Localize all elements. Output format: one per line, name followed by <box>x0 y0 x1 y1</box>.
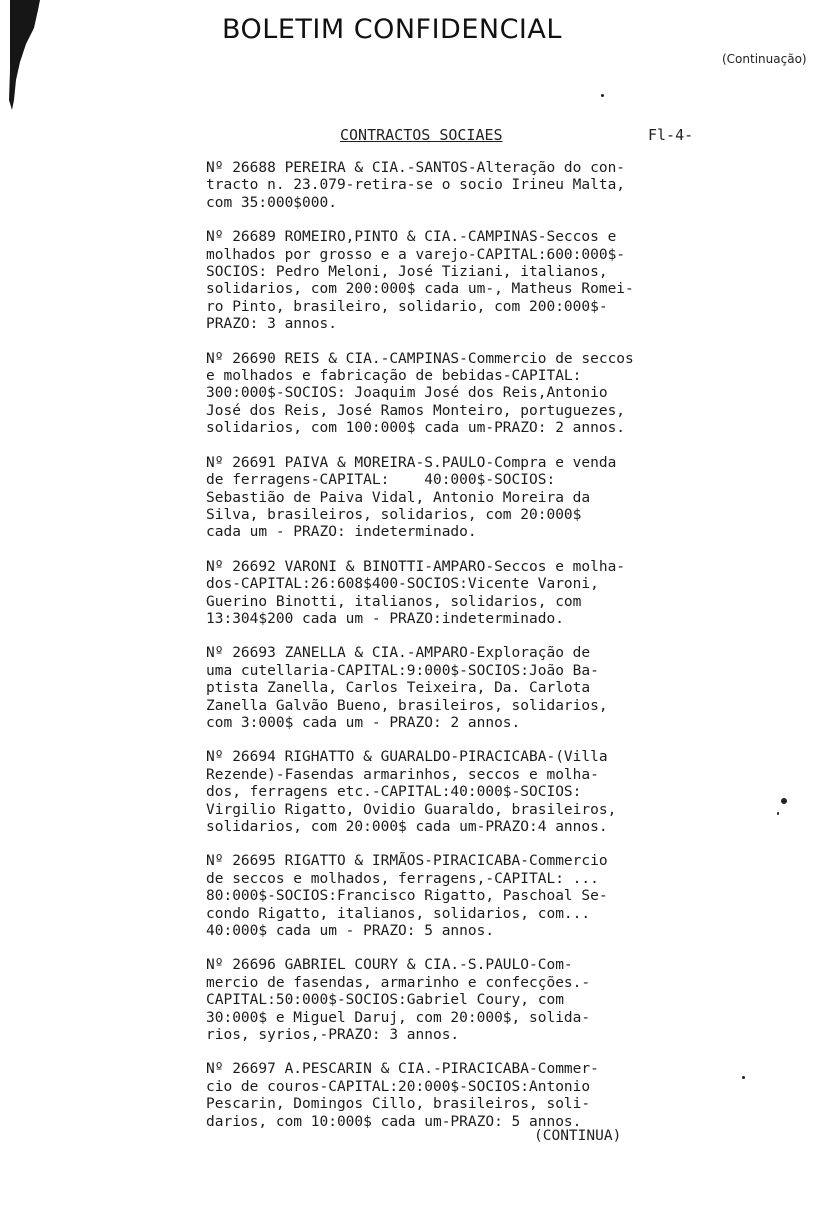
entry-line: 300:000$-SOCIOS: Joaquim José dos Reis,Antonio <box>206 385 608 402</box>
entry-line: Silva, brasileiros, solidarios, com 20:000$ <box>206 506 582 523</box>
entry-line: Guerino Binotti, italianos, solidarios, com <box>206 593 582 610</box>
section-title: CONTRACTOS SOCIAES <box>340 126 503 144</box>
ink-speck <box>601 94 604 97</box>
entry-line: Nº 26688 PEREIRA & CIA.-SANTOS-Alteração do con- <box>206 160 626 176</box>
contract-entries-list <box>206 160 706 1148</box>
entry-line: ptista Zanella, Carlos Teixeira, Da. Carlota <box>206 680 591 697</box>
ink-mark-decoration <box>6 0 46 112</box>
entry-line: PRAZO: 3 annos. <box>206 316 337 333</box>
entry-line: uma cutellaria-CAPITAL:9:000$-SOCIOS:João Ba- <box>206 662 599 679</box>
contract-entry <box>206 559 706 629</box>
entry-line: com 35:000$000. <box>206 194 337 211</box>
entry-line: Nº 26692 VARONI & BINOTTI-AMPARO-Seccos e molha- <box>206 558 626 575</box>
entry-line: dos-CAPITAL:26:608$400-SOCIOS:Vicente Varoni, <box>206 576 599 593</box>
entry-line: 13:304$200 cada um - PRAZO:indeterminado. <box>206 610 564 627</box>
entry-line: molhados por grosso e a varejo-CAPITAL:600:000$- <box>206 246 626 263</box>
entry-line: Sebastião de Paiva Vidal, Antonio Moreira da <box>206 489 591 506</box>
entry-line: Pescarin, Domingos Cillo, brasileiros, soli- <box>206 1096 591 1113</box>
entry-line: Nº 26690 REIS & CIA.-CAMPINAS-Commercio de seccos <box>206 350 634 367</box>
entry-line: Virgilio Rigatto, Ovidio Guaraldo, brasileiros, <box>206 801 617 818</box>
page-folio: Fl-4- <box>648 126 694 144</box>
entry-line: e molhados e fabricação de bebidas-CAPITAL: <box>206 368 582 385</box>
ink-speck <box>742 1076 745 1079</box>
entry-line: 80:000$-SOCIOS:Francisco Rigatto, Paschoal Se- <box>206 888 608 905</box>
entry-line: dos, ferragens etc.-CAPITAL:40:000$-SOCIOS: <box>206 784 582 801</box>
entry-line: Nº 26691 PAIVA & MOREIRA-S.PAULO-Compra e venda <box>206 454 617 471</box>
entry-line: Zanella Galvão Bueno, brasileiros, solidarios, <box>206 697 608 714</box>
entry-line: ro Pinto, brasileiro, solidario, com 200:000$- <box>206 298 608 315</box>
continua-note: (CONTINUA) <box>534 1128 622 1144</box>
contract-entry <box>206 957 706 1044</box>
entry-line: com 3:000$ cada um - PRAZO: 2 annos. <box>206 714 521 731</box>
entry-line: cio de couros-CAPITAL:20:000$-SOCIOS:Antonio <box>206 1078 591 1095</box>
entry-line: de ferragens-CAPITAL: 40:000$-SOCIOS: <box>206 472 556 489</box>
ink-speck <box>781 798 787 804</box>
entry-line: Nº 26694 RIGHATTO & GUARALDO-PIRACICABA-(Villa <box>206 749 608 766</box>
contract-entry <box>206 160 706 212</box>
entry-line: tracto n. 23.079-retira-se o socio Irineu Malta, <box>206 177 626 194</box>
entry-line: Nº 26689 ROMEIRO,PINTO & CIA.-CAMPINAS-Seccos e <box>206 229 617 246</box>
entry-line: 40:000$ cada um - PRAZO: 5 annos. <box>206 923 495 940</box>
entry-line: SOCIOS: Pedro Meloni, José Tiziani, italianos, <box>206 264 608 281</box>
entry-line: Nº 26696 GABRIEL COURY & CIA.-S.PAULO-Com- <box>206 957 573 974</box>
entry-line: solidarios, com 200:000$ cada um-, Matheus Romei- <box>206 281 634 298</box>
entry-line: CAPITAL:50:000$-SOCIOS:Gabriel Coury, com <box>206 992 564 1009</box>
entry-line: de seccos e molhados, ferragens,-CAPITAL: ... <box>206 870 599 887</box>
entry-line: José dos Reis, José Ramos Monteiro, portuguezes, <box>206 402 626 419</box>
contract-entry <box>206 455 706 542</box>
entry-line: Nº 26695 RIGATTO & IRMÃOS-PIRACICABA-Commercio <box>206 853 608 870</box>
contract-entry <box>206 645 706 732</box>
entry-line: solidarios, com 100:000$ cada um-PRAZO: 2 annos. <box>206 420 626 437</box>
entry-line: 30:000$ e Miguel Daruj, com 20:000$, solida- <box>206 1009 591 1026</box>
continuation-note: (Continuação) <box>722 52 807 66</box>
document-title: BOLETIM CONFIDENCIAL <box>222 14 562 45</box>
entry-line: cada um - PRAZO: indeterminado. <box>206 524 477 541</box>
entry-line: solidarios, com 20:000$ cada um-PRAZO:4 annos. <box>206 819 608 835</box>
entry-line: mercio de fasendas, armarinho e confecções.- <box>206 974 591 991</box>
ink-speck <box>777 812 779 815</box>
contract-entry <box>206 853 706 940</box>
contract-entry <box>206 351 706 438</box>
entry-line: darios, com 10:000$ cada um-PRAZO: 5 annos. <box>206 1113 582 1130</box>
entry-line: Nº 26697 A.PESCARIN & CIA.-PIRACICABA-Commer- <box>206 1061 599 1078</box>
entry-line: condo Rigatto, italianos, solidarios, com... <box>206 905 591 922</box>
contract-entry <box>206 229 706 333</box>
entry-line: rios, syrios,-PRAZO: 3 annos. <box>206 1027 460 1044</box>
contract-entry <box>206 749 706 836</box>
contract-entry <box>206 1061 706 1131</box>
entry-line: Rezende)-Fasendas armarinhos, seccos e molha- <box>206 766 599 783</box>
entry-line: Nº 26693 ZANELLA & CIA.-AMPARO-Exploração de <box>206 645 591 662</box>
